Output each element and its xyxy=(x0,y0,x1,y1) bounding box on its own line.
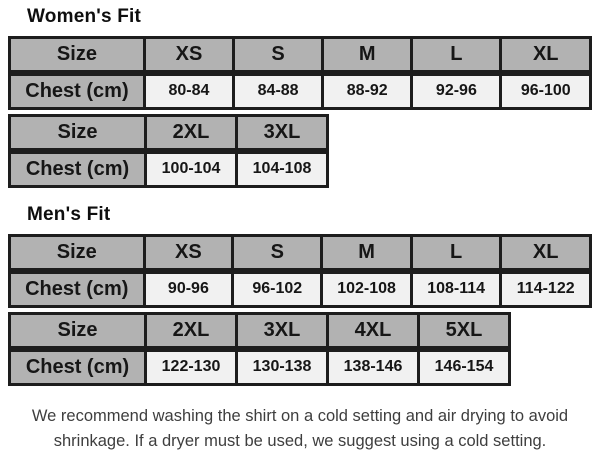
chest-value-row xyxy=(10,73,591,109)
size-row-label: Size xyxy=(10,37,145,73)
care-instructions xyxy=(8,404,592,455)
chest-value-cell: 80-84 xyxy=(144,73,233,109)
chest-value-cell: 108-114 xyxy=(411,271,501,307)
chest-value-cell: 104-108 xyxy=(237,151,328,187)
size-header-cell: M xyxy=(322,235,412,271)
size-header-cell: 3XL xyxy=(237,313,328,349)
size-header-cell: S xyxy=(234,37,323,73)
chest-value-cell: 146-154 xyxy=(419,349,510,385)
womens-extended-size-table xyxy=(8,114,329,188)
chest-value-row xyxy=(10,271,591,307)
size-header-cell: XS xyxy=(144,37,233,73)
size-header-cell: XS xyxy=(144,235,233,271)
size-header-cell: M xyxy=(323,37,412,73)
womens-main-size-table xyxy=(8,36,592,110)
mens-extended-size-table xyxy=(8,312,511,386)
chest-row-label: Chest (cm) xyxy=(10,151,146,187)
chest-value-cell: 102-108 xyxy=(322,271,412,307)
size-header-row xyxy=(10,115,328,151)
chest-value-cell: 130-138 xyxy=(237,349,328,385)
size-header-cell: 2XL xyxy=(146,313,237,349)
size-row-label: Size xyxy=(10,235,145,271)
size-row-label: Size xyxy=(10,313,146,349)
size-header-cell: S xyxy=(233,235,322,271)
size-header-row xyxy=(10,37,591,73)
size-header-cell: 2XL xyxy=(146,115,237,151)
chest-value-cell: 114-122 xyxy=(501,271,591,307)
chest-row-label: Chest (cm) xyxy=(10,271,145,307)
chest-value-row xyxy=(10,349,510,385)
size-row-label: Size xyxy=(10,115,146,151)
size-header-cell: XL xyxy=(501,37,591,73)
chest-value-cell: 90-96 xyxy=(144,271,233,307)
size-header-cell: L xyxy=(412,37,501,73)
mens-fit-heading: Men's Fit xyxy=(27,203,111,225)
care-instructions-line: We recommend washing the shirt on a cold setting and air drying to avoid xyxy=(31,406,569,425)
size-header-row xyxy=(10,235,591,271)
chest-value-cell: 138-146 xyxy=(328,349,419,385)
mens-main-size-table xyxy=(8,234,592,308)
size-header-cell: 3XL xyxy=(237,115,328,151)
size-header-cell: XL xyxy=(501,235,591,271)
chest-value-cell: 122-130 xyxy=(146,349,237,385)
chest-value-cell: 84-88 xyxy=(234,73,323,109)
care-instructions-line: shrinkage. If a dryer must be used, we suggest using a cold setting. xyxy=(53,432,547,451)
size-header-cell: 4XL xyxy=(328,313,419,349)
chest-value-cell: 96-100 xyxy=(501,73,591,109)
chest-value-cell: 88-92 xyxy=(323,73,412,109)
chest-value-cell: 96-102 xyxy=(233,271,322,307)
size-header-cell: L xyxy=(411,235,501,271)
chest-value-row xyxy=(10,151,328,187)
chest-value-cell: 92-96 xyxy=(412,73,501,109)
size-header-row xyxy=(10,313,510,349)
size-header-cell: 5XL xyxy=(419,313,510,349)
womens-fit-heading: Women's Fit xyxy=(27,6,142,27)
chest-row-label: Chest (cm) xyxy=(10,73,145,109)
chest-value-cell: 100-104 xyxy=(146,151,237,187)
chest-row-label: Chest (cm) xyxy=(10,349,146,385)
